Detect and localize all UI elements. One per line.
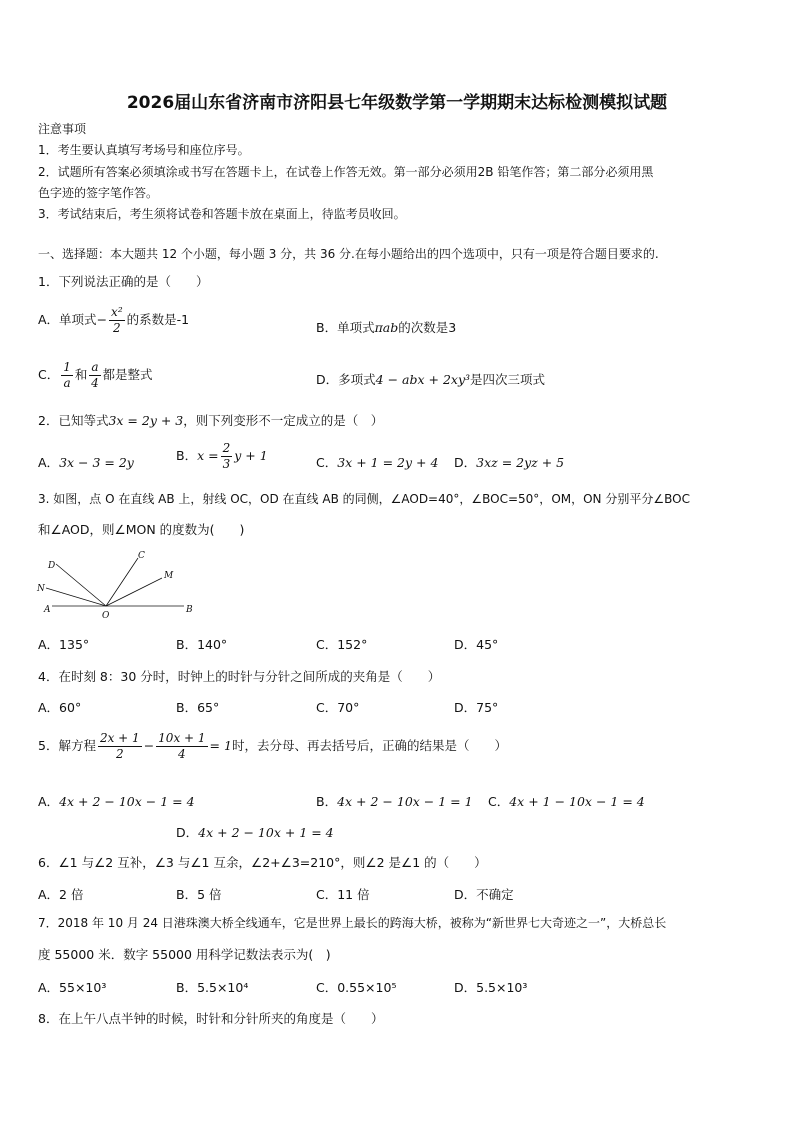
section-1-heading: 一、选择题：本大题共 12 个小题，每小题 3 分，共 36 分.在每小题给出的四个选项中，只有一项是符合题目要求的. <box>38 247 659 261</box>
q6-option-b: B．5 倍 <box>176 887 222 902</box>
q5-option-d: D．4x + 2 − 10x + 1 = 4 <box>176 825 334 840</box>
q2-stem: 2．已知等式3x = 2y + 3，则下列变形不一定成立的是（ ） <box>38 413 384 428</box>
label-m: M <box>164 571 174 581</box>
ray-od <box>56 564 106 606</box>
q3-stem-line1: 3. 如图，点 O 在直线 AB 上，射线 OC，OD 在直线 AB 的同侧，∠AOD=40°，∠BOC=50°，OM，ON 分别平分∠BOC <box>38 492 690 506</box>
q1-stem: 1．下列说法正确的是（ ） <box>38 274 209 289</box>
q5-option-b: B．4x + 2 − 10x − 1 = 1 <box>316 794 473 809</box>
notice-item-3: 3．考试结束后，考生须将试卷和答题卡放在桌面上，待监考员收回。 <box>38 207 406 221</box>
q4-option-b: B．65° <box>176 700 220 715</box>
q7-option-d: D．5.5×10³ <box>454 980 528 995</box>
ray-oc <box>106 558 138 606</box>
label-b: B <box>186 605 193 615</box>
q7-option-a: A．55×10³ <box>38 980 107 995</box>
q2-option-c: C．3x + 1 = 2y + 4 <box>316 455 439 470</box>
q1-option-c: C． $\frac{1}{a}$ 和 $\frac{a}{4}$ 都是整式 <box>38 360 153 390</box>
notice-item-2-cont: 色字迹的签字笔作答。 <box>38 186 159 200</box>
label-d: D <box>48 561 56 571</box>
q4-option-c: C．70° <box>316 700 360 715</box>
notice-item-2: 2．试题所有答案必须填涂或书写在答题卡上，在试卷上作答无效。第一部分必须用2B 铅笔作答；第二部分必须用黑 <box>38 165 654 179</box>
label-n: N <box>37 584 45 594</box>
q6-option-c: C．11 倍 <box>316 887 370 902</box>
label-a: A <box>44 605 51 615</box>
q3-option-d: D．45° <box>454 637 499 652</box>
q3-option-a: A．135° <box>38 637 90 652</box>
q7-option-b: B．5.5×10⁴ <box>176 980 249 995</box>
q3-figure <box>34 548 204 620</box>
notice-item-1: 1．考生要认真填写考场号和座位序号。 <box>38 143 250 157</box>
q6-option-a: A．2 倍 <box>38 887 84 902</box>
q8-stem: 8．在上午八点半钟的时候，时针和分针所夹的角度是（ ） <box>38 1011 384 1026</box>
q1-option-b: B．单项式πab的次数是3 <box>316 320 457 335</box>
q2-option-b: B．x = $\frac{2}{3}$ y + 1 <box>176 441 268 471</box>
q3-option-c: C．152° <box>316 637 368 652</box>
q2-option-a: A．3x − 3 = 2y <box>38 455 134 470</box>
q7-stem-line1: 7．2018 年 10 月 24 日港珠澳大桥全线通车，它是世界上最长的跨海大桥，被称为“新世界七大奇迹之一”，大桥总长 <box>38 916 667 930</box>
q3-stem-line2: 和∠AOD，则∠MON 的度数为( ) <box>38 522 245 537</box>
q2-option-d: D．3xz = 2yz + 5 <box>454 455 565 470</box>
q5-option-a: A．4x + 2 − 10x − 1 = 4 <box>38 794 195 809</box>
q1-option-a: A．单项式− $\frac{\text{x²}}{2}$ 的系数是-1 <box>38 305 190 335</box>
q6-stem: 6．∠1 与∠2 互补，∠3 与∠1 互余，∠2+∠3=210°，则∠2 是∠1 的（ ） <box>38 855 487 870</box>
q3-option-b: B．140° <box>176 637 228 652</box>
q5-stem: 5．解方程 $\frac{2x + 1}{2}$ − $\frac{10x + 1}{4}$ = 1时，去分母、再去括号后，正确的结果是（ ） <box>38 731 507 761</box>
q6-option-d: D．不确定 <box>454 887 514 902</box>
notice-heading: 注意事项 <box>38 122 87 136</box>
q7-stem-line2: 度 55000 米．数字 55000 用科学记数法表示为( ) <box>38 947 331 962</box>
q7-option-c: C．0.55×10⁵ <box>316 980 397 995</box>
q4-option-d: D．75° <box>454 700 499 715</box>
q5-option-c: C．4x + 1 − 10x − 1 = 4 <box>488 794 645 809</box>
page-title: 2026届山东省济南市济阳县七年级数学第一学期期末达标检测模拟试题 <box>126 93 668 113</box>
ray-om <box>106 578 162 606</box>
label-o: O <box>102 611 110 620</box>
ray-on <box>46 588 106 606</box>
q1-a-fraction: $\frac{\text{x²}}{2}$ <box>111 305 123 335</box>
q4-option-a: A．60° <box>38 700 82 715</box>
label-c: C <box>138 551 145 561</box>
q1-option-d: D．多项式4 − abx + 2xy³是四次三项式 <box>316 372 546 387</box>
q4-stem: 4．在时刻 8：30 分时，时钟上的时针与分针之间所成的夹角是（ ） <box>38 669 441 684</box>
